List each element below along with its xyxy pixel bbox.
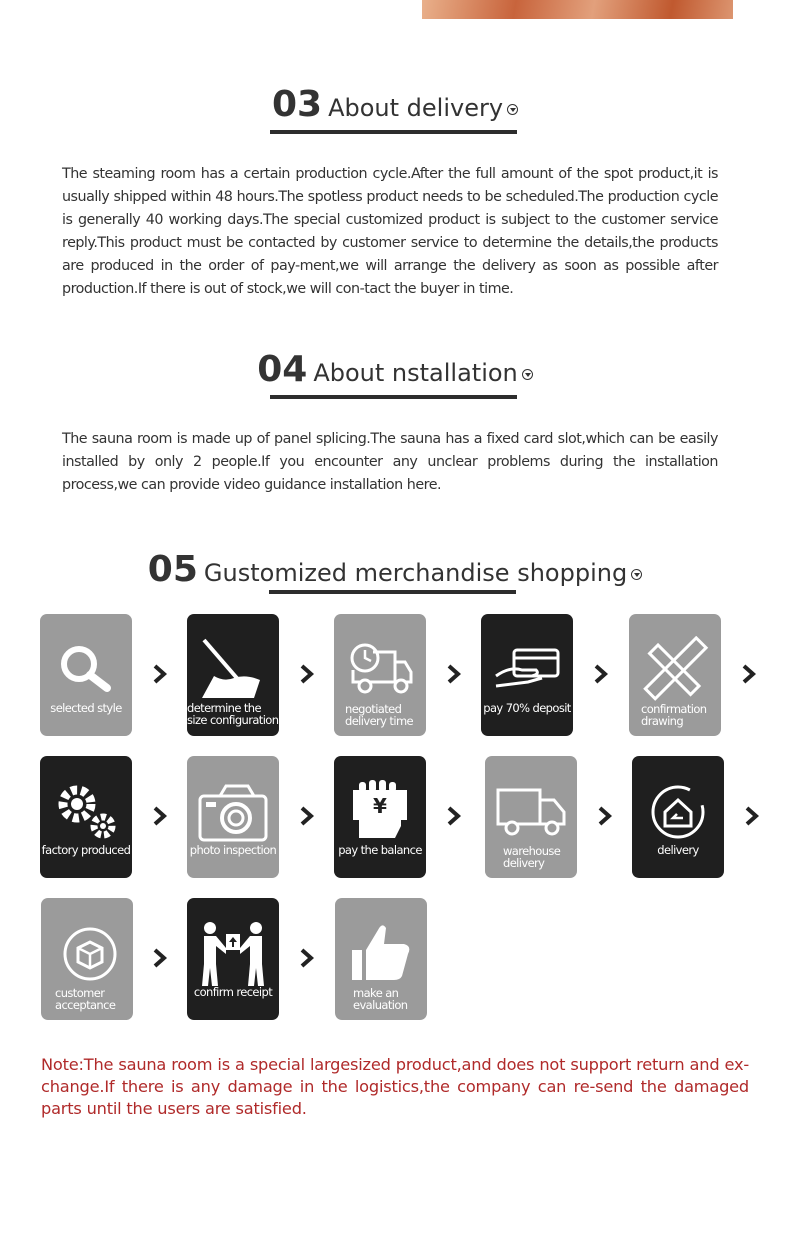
- section-title: About nstallation: [313, 359, 518, 387]
- step-label-line2: evaluation: [353, 998, 408, 1012]
- heading-underline: [269, 590, 516, 594]
- chevron-right-icon: [446, 805, 462, 827]
- step-label: [629, 703, 721, 727]
- step-label: [187, 702, 279, 726]
- step-label-line1: determine the: [187, 701, 261, 715]
- step-label: [335, 987, 427, 1011]
- chevron-right-icon: [593, 663, 609, 685]
- step-size-configuration: [187, 614, 279, 736]
- step-label-line2: drawing: [641, 714, 684, 728]
- card-payment-icon: [492, 636, 562, 702]
- step-label: pay the balance: [338, 843, 422, 857]
- home-return-icon: [643, 778, 713, 844]
- step-deposit: [481, 614, 573, 736]
- step-label-line2: delivery: [503, 856, 545, 870]
- chevron-right-icon: [152, 663, 168, 685]
- delivery-text: The steaming room has a certain production cycle.After the full amount of the spot product,it is usually shipped within 48 hours.The spotless product needs to be scheduled.The production cycle is generally 40 working days.The special customized product is subject to the customer service reply.This product must be contacted by customer service to determine the details,the products are produced in the order of pay-ment,we will arrange the delivery as soon as possible after production.If there is out of stock,we will con-tact the buyer in time.: [62, 166, 718, 297]
- step-label-line1: negotiated: [345, 702, 402, 716]
- pencil-ruler-icon: [640, 636, 710, 702]
- search-icon: [51, 636, 121, 702]
- step-label: factory produced: [41, 843, 131, 857]
- camera-icon: [198, 778, 268, 844]
- delivery-truck-clock-icon: [345, 636, 415, 702]
- step-label: [41, 987, 133, 1011]
- section-heading-delivery: [0, 84, 790, 125]
- chevron-right-icon: [299, 663, 315, 685]
- step-label: confirm receipt: [193, 985, 273, 999]
- product-photo-strip: [422, 0, 733, 19]
- chevron-right-icon: [152, 805, 168, 827]
- step-label-line2: acceptance: [55, 998, 116, 1012]
- hand-yen-icon: [345, 778, 415, 844]
- step-label-line2: size configuration: [187, 713, 279, 727]
- step-make-evaluation: [335, 898, 427, 1020]
- step-label-line1: make an: [353, 986, 399, 1000]
- step-customer-acceptance: [41, 898, 133, 1020]
- step-label-line1: customer: [55, 986, 105, 1000]
- section-heading-installation: [0, 349, 790, 390]
- chevron-right-icon: [744, 805, 760, 827]
- step-delivery: [632, 756, 724, 878]
- step-label-line2: delivery time: [345, 714, 414, 728]
- note-text: Note:The sauna room is a special largesized product,and does not support return and ex-change.If there is any damage in the logistics,the company can re-send the damaged parts until the users are satisfied.: [41, 1055, 749, 1118]
- step-label: pay 70% deposit: [483, 701, 571, 715]
- section-number: 05: [147, 549, 198, 590]
- step-label: [334, 703, 426, 727]
- chevron-right-icon: [446, 663, 462, 685]
- section-number: 04: [257, 349, 308, 390]
- step-factory-produced: [40, 756, 132, 878]
- step-warehouse-delivery: [485, 756, 577, 878]
- step-label: [485, 845, 577, 869]
- box-check-icon: [52, 920, 122, 986]
- thumbs-up-icon: [346, 920, 416, 986]
- step-label-line1: warehouse: [503, 844, 561, 858]
- step-pay-balance: [334, 756, 426, 878]
- section-title: About delivery: [328, 94, 504, 122]
- people-handover-icon: [198, 920, 268, 986]
- step-label: photo inspection: [189, 843, 277, 857]
- section-title: Gustomized merchandise shopping: [203, 559, 628, 587]
- pen-drawing-icon: [198, 636, 268, 702]
- step-label-line1: confirmation: [641, 702, 707, 716]
- chevron-down-icon: [631, 569, 642, 580]
- chevron-down-icon: [522, 369, 533, 380]
- step-delivery-time: [334, 614, 426, 736]
- installation-text: The sauna room is made up of panel splicing.The sauna has a fixed card slot,which can be easily installed by only 2 people.If you encounter any unclear problems during the installation process,we can provide video guidance installation here.: [62, 431, 718, 493]
- step-label: selected style: [50, 701, 122, 715]
- chevron-right-icon: [597, 805, 613, 827]
- svg-text:¥: ¥: [373, 794, 387, 818]
- chevron-right-icon: [152, 947, 168, 969]
- step-selected-style: [40, 614, 132, 736]
- heading-underline: [270, 395, 517, 399]
- step-label: delivery: [657, 843, 699, 857]
- step-photo-inspection: [187, 756, 279, 878]
- chevron-down-icon: [507, 104, 518, 115]
- chevron-right-icon: [299, 805, 315, 827]
- chevron-right-icon: [299, 947, 315, 969]
- heading-underline: [270, 130, 517, 134]
- chevron-right-icon: [741, 663, 757, 685]
- section-heading-shopping: [0, 549, 790, 590]
- step-confirmation-drawing: [629, 614, 721, 736]
- truck-icon: [496, 778, 566, 844]
- gears-icon: [51, 778, 121, 844]
- step-confirm-receipt: [187, 898, 279, 1020]
- section-number: 03: [271, 84, 323, 125]
